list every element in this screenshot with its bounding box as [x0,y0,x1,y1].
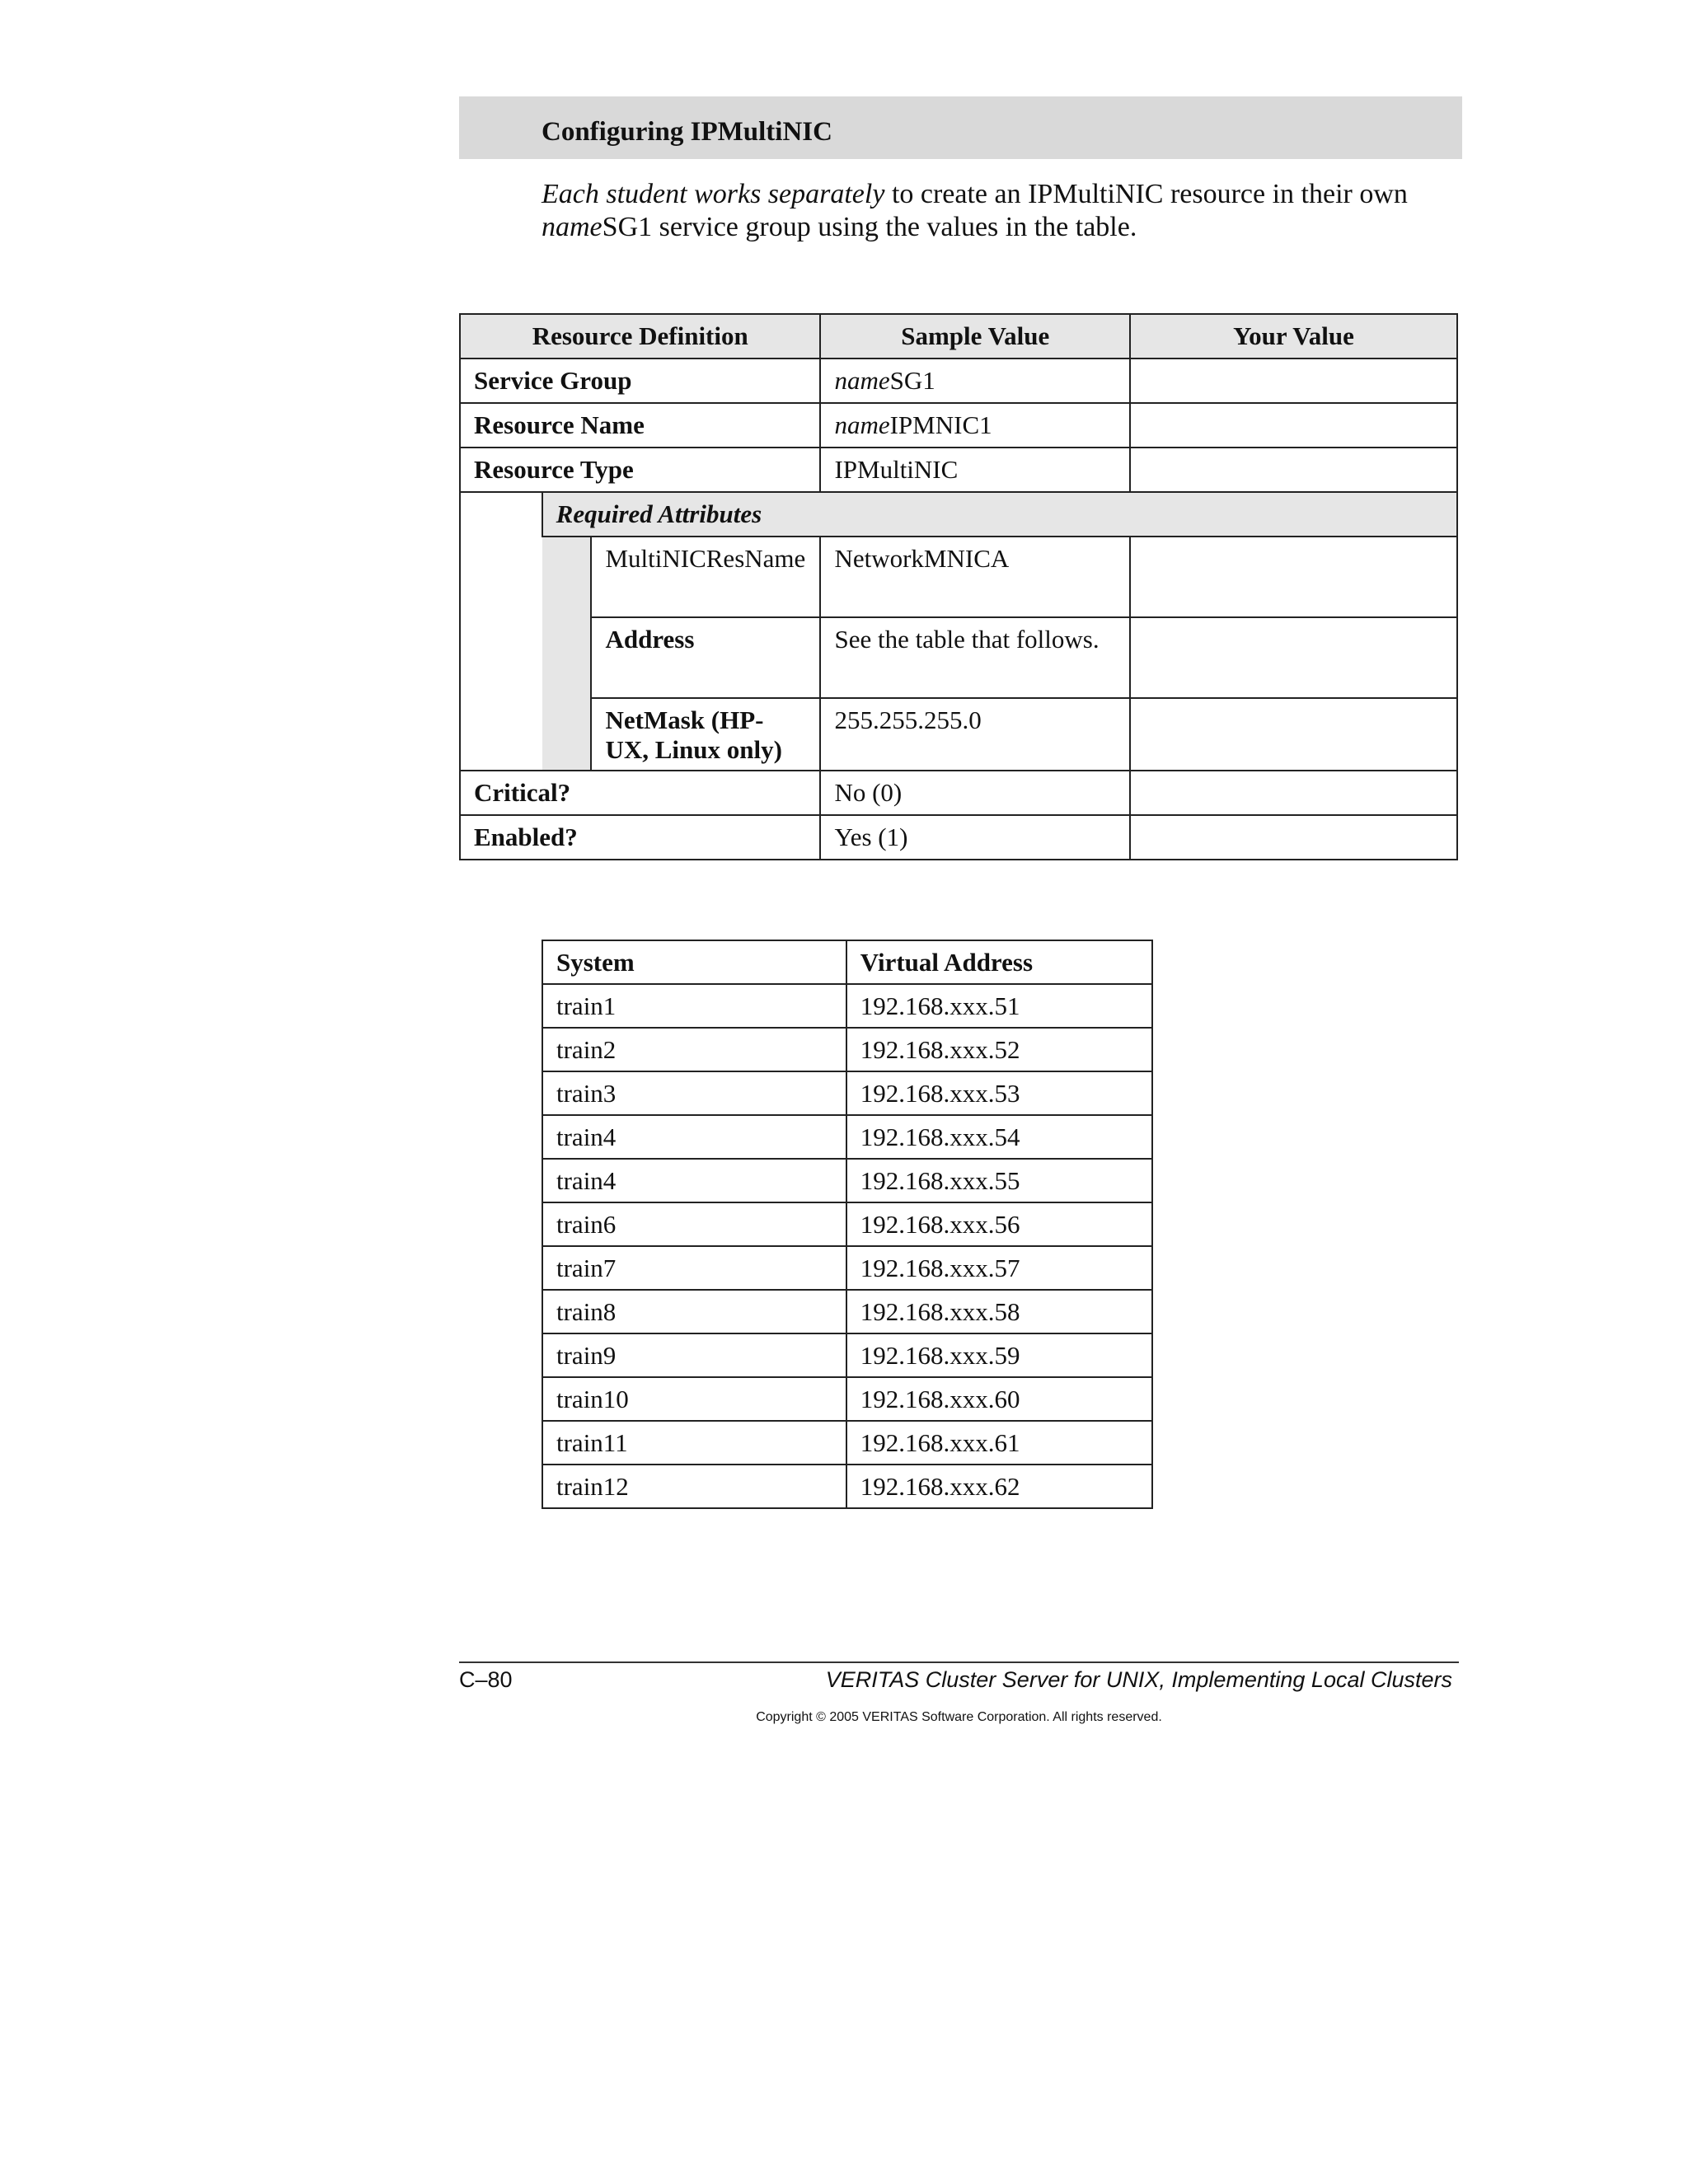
address-table-header-row [542,940,1152,984]
table-row [542,1290,1152,1333]
address-cell: 192.168.xxx.53 [860,1078,1020,1108]
row-critical [460,771,1457,815]
table-row [542,1028,1152,1071]
row-label: Service Group [474,366,632,395]
attr-sample-value: NetworkMNICA [834,544,1010,573]
row-sample-value: No (0) [834,778,903,807]
row-resource-name [460,403,1457,448]
row-attr-netmask [460,698,1457,771]
system-cell: train7 [556,1253,617,1282]
system-cell: train11 [556,1427,628,1457]
system-cell: train4 [556,1122,617,1151]
row-sample-value: Yes (1) [834,823,908,851]
your-value-cell[interactable] [1130,815,1457,860]
header-your-value: Your Value [1130,314,1457,359]
page-number: C–80 [459,1667,513,1692]
row-resource-type [460,448,1457,492]
your-value-cell[interactable] [1130,448,1457,492]
header-system: System [556,947,635,977]
system-cell: train1 [556,991,617,1020]
address-cell: 192.168.xxx.59 [860,1340,1020,1370]
virtual-address-table [542,940,1153,1509]
row-label: Critical? [474,778,571,807]
system-cell: train4 [556,1165,617,1195]
intro-line-1 [542,178,1456,211]
table-row [542,1465,1152,1508]
footer-divider [459,1661,1459,1663]
section-title: Configuring IPMultiNIC [542,117,832,147]
your-value-cell[interactable] [1130,617,1457,698]
intro-line-2 [542,211,1456,244]
intro-italic-lead: Each student works separately [542,179,885,209]
table-row [542,1421,1152,1465]
your-value-cell[interactable] [1130,359,1457,403]
header-virtual-address: Virtual Address [860,947,1034,977]
system-cell: train6 [556,1209,617,1239]
required-attributes-label: Required Attributes [556,499,762,528]
row-enabled [460,815,1457,860]
copyright-notice: Copyright © 2005 VERITAS Software Corporation. All rights reserved. [756,1710,1162,1724]
attr-name: Address [605,625,695,654]
your-value-cell[interactable] [1130,403,1457,448]
row-label: Resource Type [474,455,634,484]
header-resource-definition: Resource Definition [460,314,820,359]
address-cell: 192.168.xxx.54 [860,1122,1020,1151]
address-cell: 192.168.xxx.55 [860,1165,1020,1195]
row-label: Enabled? [474,823,578,851]
table-row [542,1159,1152,1202]
attr-name: NetMask (HP- UX, Linux only) [605,705,782,764]
system-cell: train10 [556,1384,629,1413]
intro-line-1-rest: to create an IPMultiNIC resource in their own [884,179,1408,209]
resource-table-header-row [460,314,1457,359]
attr-name: MultiNICResName [605,544,806,573]
system-cell: train8 [556,1296,617,1326]
row-sample-value: nameSG1 [834,366,935,395]
table-row [542,1377,1152,1421]
table-row [542,1115,1152,1159]
header-sample-value: Sample Value [820,314,1130,359]
row-attr-multinicresname [460,537,1457,617]
row-attr-address [460,617,1457,698]
intro-paragraph [542,178,1456,244]
row-sample-value: IPMultiNIC [834,455,959,484]
row-service-group [460,359,1457,403]
book-title: VERITAS Cluster Server for UNIX, Implementing Local Clusters [825,1667,1452,1692]
system-cell: train9 [556,1340,617,1370]
table-row [542,1071,1152,1115]
attributes-indent-strip [542,537,592,771]
system-cell: train12 [556,1471,629,1501]
table-row [542,984,1152,1028]
your-value-cell[interactable] [1130,771,1457,815]
intro-line-2-italic: name [542,212,603,242]
address-cell: 192.168.xxx.61 [860,1427,1020,1457]
your-value-cell[interactable] [1130,537,1457,617]
address-cell: 192.168.xxx.56 [860,1209,1020,1239]
attr-sample-value: See the table that follows. [834,625,1100,654]
table-row [542,1246,1152,1290]
address-cell: 192.168.xxx.62 [860,1471,1020,1501]
table-row [542,1333,1152,1377]
row-label: Resource Name [474,410,645,439]
system-cell: train2 [556,1034,617,1064]
attr-sample-value: 255.255.255.0 [834,705,982,734]
address-cell: 192.168.xxx.51 [860,991,1020,1020]
row-required-attributes [460,492,1457,537]
row-sample-value: nameIPMNIC1 [834,410,992,439]
address-cell: 192.168.xxx.57 [860,1253,1020,1282]
table-row [542,1202,1152,1246]
intro-line-2-rest: SG1 service group using the values in the table. [602,212,1137,242]
indent-spacer [460,492,542,771]
address-cell: 192.168.xxx.58 [860,1296,1020,1326]
resource-definition-table [459,313,1458,860]
address-cell: 192.168.xxx.60 [860,1384,1020,1413]
your-value-cell[interactable] [1130,698,1457,771]
system-cell: train3 [556,1078,617,1108]
address-cell: 192.168.xxx.52 [860,1034,1020,1064]
